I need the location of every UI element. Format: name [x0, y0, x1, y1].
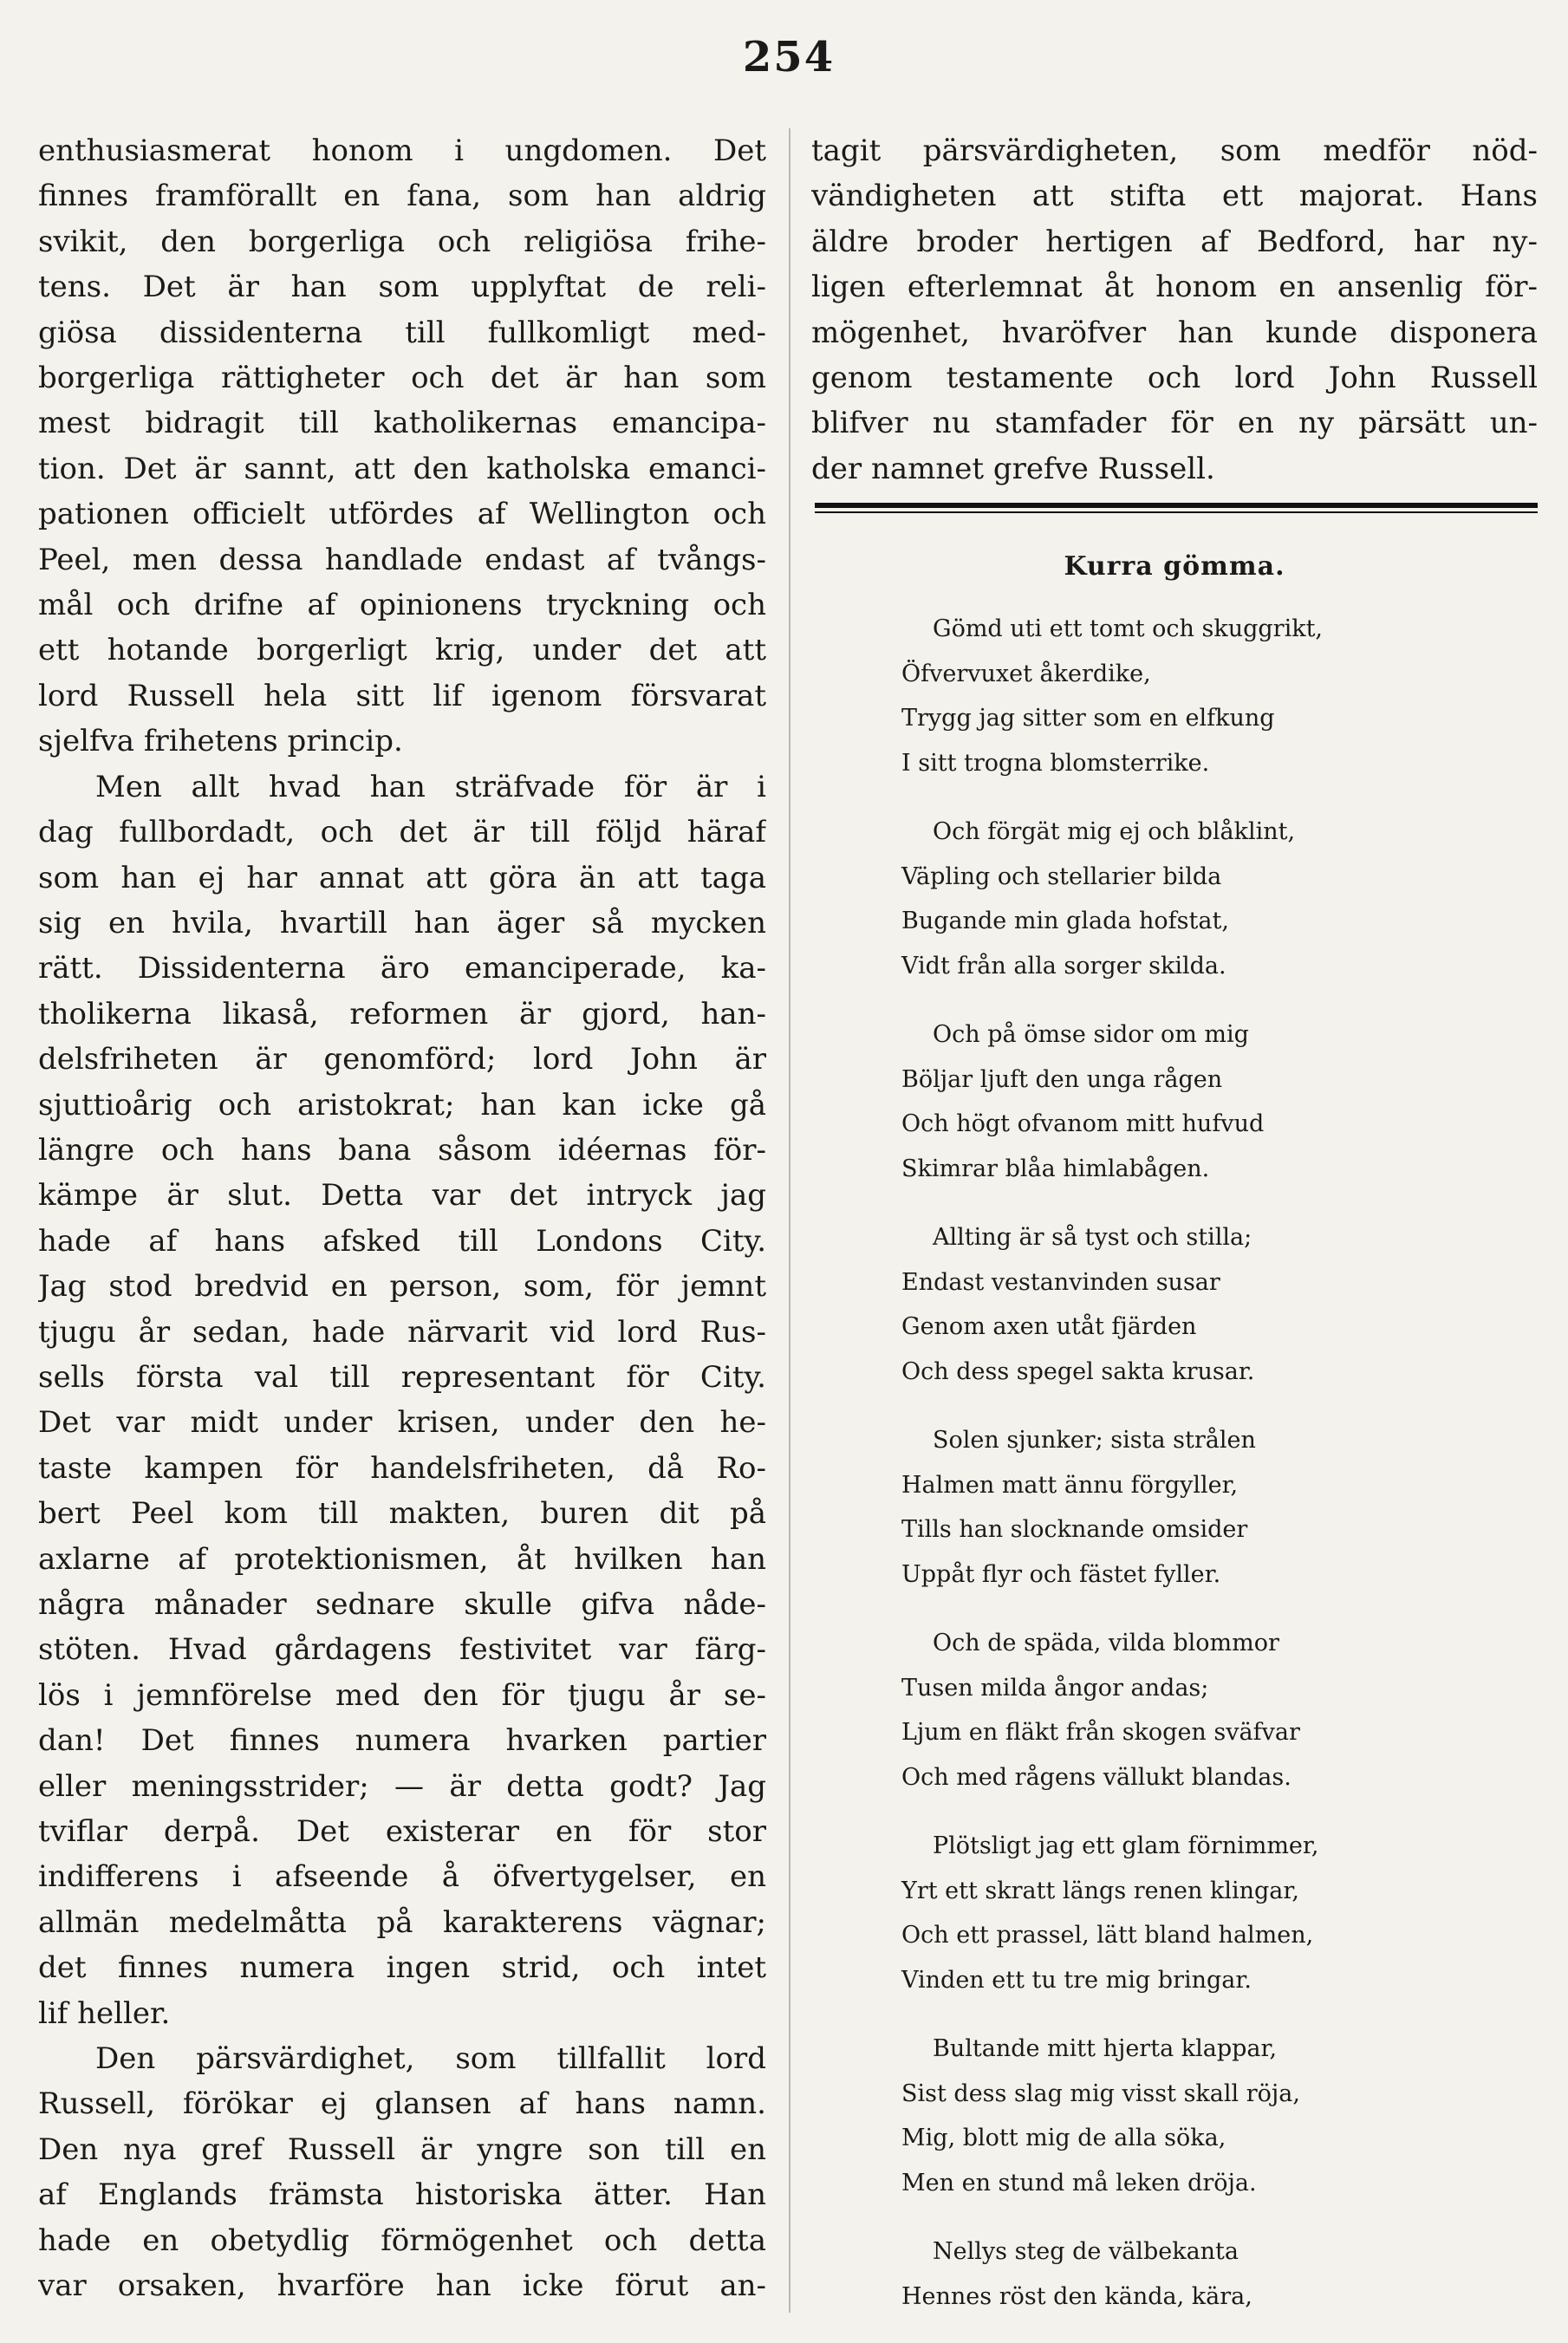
poem-stanza	[901, 1418, 1526, 1597]
section-rule	[815, 503, 1538, 508]
text-line: pationen officielt utfördes af Wellington och	[38, 497, 766, 532]
text-line: mål och drifne af opinionens tryckning och	[38, 588, 766, 623]
text-line: äldre broder hertigen af Bedford, har ny-	[811, 224, 1538, 259]
text-line: eller meningsstrider; — är detta godt? Jag	[38, 1768, 766, 1804]
text-line: ligen efterlemnat åt honom en ansenlig för-	[811, 270, 1538, 305]
column-divider	[789, 128, 791, 2313]
text-line: hade af hans afsked till Londons City.	[38, 1223, 766, 1259]
text-line: delsfriheten är genomförd; lord John är	[38, 1042, 766, 1077]
poem-line: Och de späda, vilda blommor	[933, 1630, 1279, 1656]
page-number: 254	[742, 33, 836, 81]
text-line: Det var midt under krisen, under den he-	[38, 1405, 766, 1441]
poem-line: Hennes röst den kända, kära,	[901, 2282, 1252, 2310]
text-line: tjugu år sedan, hade närvarit vid lord Rus-	[38, 1314, 766, 1350]
poem-line: Solen sjunker; sista strålen	[933, 1427, 1256, 1454]
poem-line: Trygg jag sitter som en elfkung	[901, 705, 1275, 732]
text-line: var orsaken, hvarföre han icke förut an-	[38, 2268, 766, 2304]
text-line: taste kampen för handelsfriheten, då Ro-	[38, 1450, 766, 1486]
text-line: tion. Det är sannt, att den katholska emanci-	[38, 451, 766, 486]
text-line: Den nya gref Russell är yngre son till en	[38, 2131, 766, 2167]
text-line: genom testamente och lord John Russell	[811, 361, 1538, 396]
poem-line: Skimrar blåa himlabågen.	[901, 1155, 1210, 1182]
poem-line: Halmen matt ännu förgyller,	[901, 1471, 1239, 1499]
text-line: kämpe är slut. Detta var det intryck jag	[38, 1178, 766, 1214]
poem-line: Plötsligt jag ett glam förnimmer,	[933, 1832, 1319, 1859]
text-line: tagit pärsvärdigheten, som medför nöd-	[811, 133, 1538, 168]
text-line: dag fullbordadt, och det är till följd häraf	[38, 815, 766, 850]
poem-line: Väpling och stellarier bilda	[901, 862, 1222, 890]
text-line: bert Peel kom till makten, buren dit på	[38, 1496, 766, 1532]
text-line: vändigheten att stifta ett majorat. Hans	[811, 179, 1538, 214]
poem-line: Tusen milda ångor andas;	[901, 1674, 1209, 1702]
poem-line: Uppåt flyr och fästet fyller.	[901, 1560, 1221, 1588]
poem-line: Och ett prassel, lätt bland halmen,	[901, 1922, 1314, 1949]
text-line: blifver nu stamfader för en ny pärsätt un-	[811, 406, 1538, 441]
right-column-prose	[811, 128, 1538, 491]
text-line: indifferens i afseende å öfvertygelser, en	[38, 1859, 766, 1895]
poem-line: Men en stund må leken dröja.	[901, 2169, 1257, 2197]
text-line: lös i jemnförelse med den för tjugu år se-	[38, 1677, 766, 1713]
poem-line: Böljar ljuft den unga rågen	[901, 1065, 1223, 1093]
text-line: Jag stod bredvid en person, som, för jemnt	[38, 1269, 766, 1305]
text-line: sjelfva frihetens princip.	[38, 724, 403, 759]
text-line: svikit, den borgerliga och religiösa frihe-	[38, 224, 766, 259]
text-line: hade en obetydlig förmögenhet och detta	[38, 2223, 766, 2258]
poem-line: Bugande min glada hofstat,	[901, 908, 1229, 934]
text-line: Peel, men dessa handlade endast af tvångs-	[38, 542, 766, 577]
poem-line: I sitt trogna blomsterrike.	[901, 749, 1210, 777]
text-line: sig en hvila, hvartill han äger så mycken	[38, 905, 766, 940]
text-line: allmän medelmåtta på karakterens vägnar;	[38, 1904, 766, 1940]
poem-line: Vidt från alla sorger skilda.	[901, 952, 1226, 980]
poem-stanza	[901, 1012, 1526, 1191]
poem-line: Ljum en fläkt från skogen sväfvar	[901, 1719, 1300, 1746]
text-line: giösa dissidenterna till fullkomligt med-	[38, 315, 766, 350]
text-line: dan! Det finnes numera hvarken partier	[38, 1723, 766, 1759]
text-line: Men allt hvad han sträfvade för är i	[95, 769, 766, 804]
left-column-text	[38, 128, 766, 2309]
text-line: det finnes numera ingen strid, och intet	[38, 1950, 766, 1986]
poem-stanza	[901, 1824, 1526, 2002]
poem-title: Kurra gömma.	[1064, 551, 1285, 582]
poem-body	[901, 607, 1526, 2343]
text-line: lif heller.	[38, 1995, 171, 2031]
text-line: sjuttioårig och aristokrat; han kan icke gå	[38, 1087, 766, 1123]
text-line: tviflar derpå. Det existerar en för stor	[38, 1814, 766, 1850]
text-line: sells första val till representant för City.	[38, 1359, 766, 1395]
poem-line: Sist dess slag mig visst skall röja,	[901, 2079, 1300, 2107]
text-line: Russell, förökar ej glansen af hans namn.	[38, 2086, 766, 2122]
poem-line: Och högt ofvanom mitt hufvud	[901, 1110, 1265, 1137]
text-line: borgerliga rättigheter och det är han som	[38, 361, 766, 396]
text-line: tens. Det är han som upplyftat de reli-	[38, 270, 766, 305]
poem-line: Nellys steg de välbekanta	[933, 2238, 1239, 2265]
poem-line: Öfvervuxet åkerdike,	[901, 660, 1151, 687]
poem-line: Gömd uti ett tomt och skuggrikt,	[933, 615, 1324, 642]
text-line: några månader sednare skulle gifva nåde-	[38, 1587, 766, 1622]
text-line: axlarne af protektionismen, åt hvilken han	[38, 1541, 766, 1577]
text-line: stöten. Hvad gårdagens festivitet var färg-	[38, 1632, 766, 1668]
poem-line: Genom axen utåt fjärden	[901, 1313, 1197, 1340]
text-line: af Englands främsta historiska ätter. Han	[38, 2177, 766, 2213]
text-line: som han ej har annat att göra än att taga	[38, 860, 766, 895]
poem-stanza	[901, 607, 1526, 785]
poem-line: Endast vestanvinden susar	[901, 1268, 1220, 1296]
poem-line: Och på ömse sidor om mig	[933, 1021, 1249, 1048]
text-line: finnes framförallt en fana, som han aldrig	[38, 179, 766, 214]
poem-stanza	[901, 2229, 1526, 2319]
poem-stanza	[901, 810, 1526, 988]
text-line: mögenhet, hvaröfver han kunde disponera	[811, 315, 1538, 350]
poem-line: Och dess spegel sakta krusar.	[901, 1357, 1255, 1385]
poem-line: Bultande mitt hjerta klappar,	[933, 2035, 1278, 2062]
text-line: lord Russell hela sitt lif igenom försvarat	[38, 678, 766, 713]
poem-stanza	[901, 1621, 1526, 1800]
poem-line: Yrt ett skratt längs renen klingar,	[901, 1877, 1299, 1904]
text-line: der namnet grefve Russell.	[811, 451, 1215, 486]
poem-line: Vinden ett tu tre mig bringar.	[901, 1966, 1252, 1994]
poem-stanza	[901, 2027, 1526, 2205]
section-rule-thin	[815, 511, 1538, 513]
text-line: rätt. Dissidenterna äro emanciperade, ka-	[38, 951, 766, 986]
text-line: ett hotande borgerligt krig, under det att	[38, 633, 766, 668]
text-line: Den pärsvärdighet, som tillfallit lord	[95, 2041, 766, 2077]
poem-line: Tills han slocknande omsider	[901, 1516, 1248, 1543]
poem-line: Allting är så tyst och stilla;	[933, 1224, 1252, 1251]
poem-line: Och förgät mig ej och blåklint,	[933, 818, 1296, 845]
poem-line: Mig, blott mig de alla söka,	[901, 2125, 1226, 2151]
poem-line: Och med rågens vällukt blandas.	[901, 1763, 1291, 1791]
text-line: tholikerna likaså, reformen är gjord, han-	[38, 996, 766, 1032]
text-line: längre och hans bana såsom idéernas för-	[38, 1132, 766, 1168]
text-line: enthusiasmerat honom i ungdomen. Det	[38, 133, 766, 168]
text-line: mest bidragit till katholikernas emancipa-	[38, 406, 766, 441]
poem-stanza	[901, 1215, 1526, 1394]
